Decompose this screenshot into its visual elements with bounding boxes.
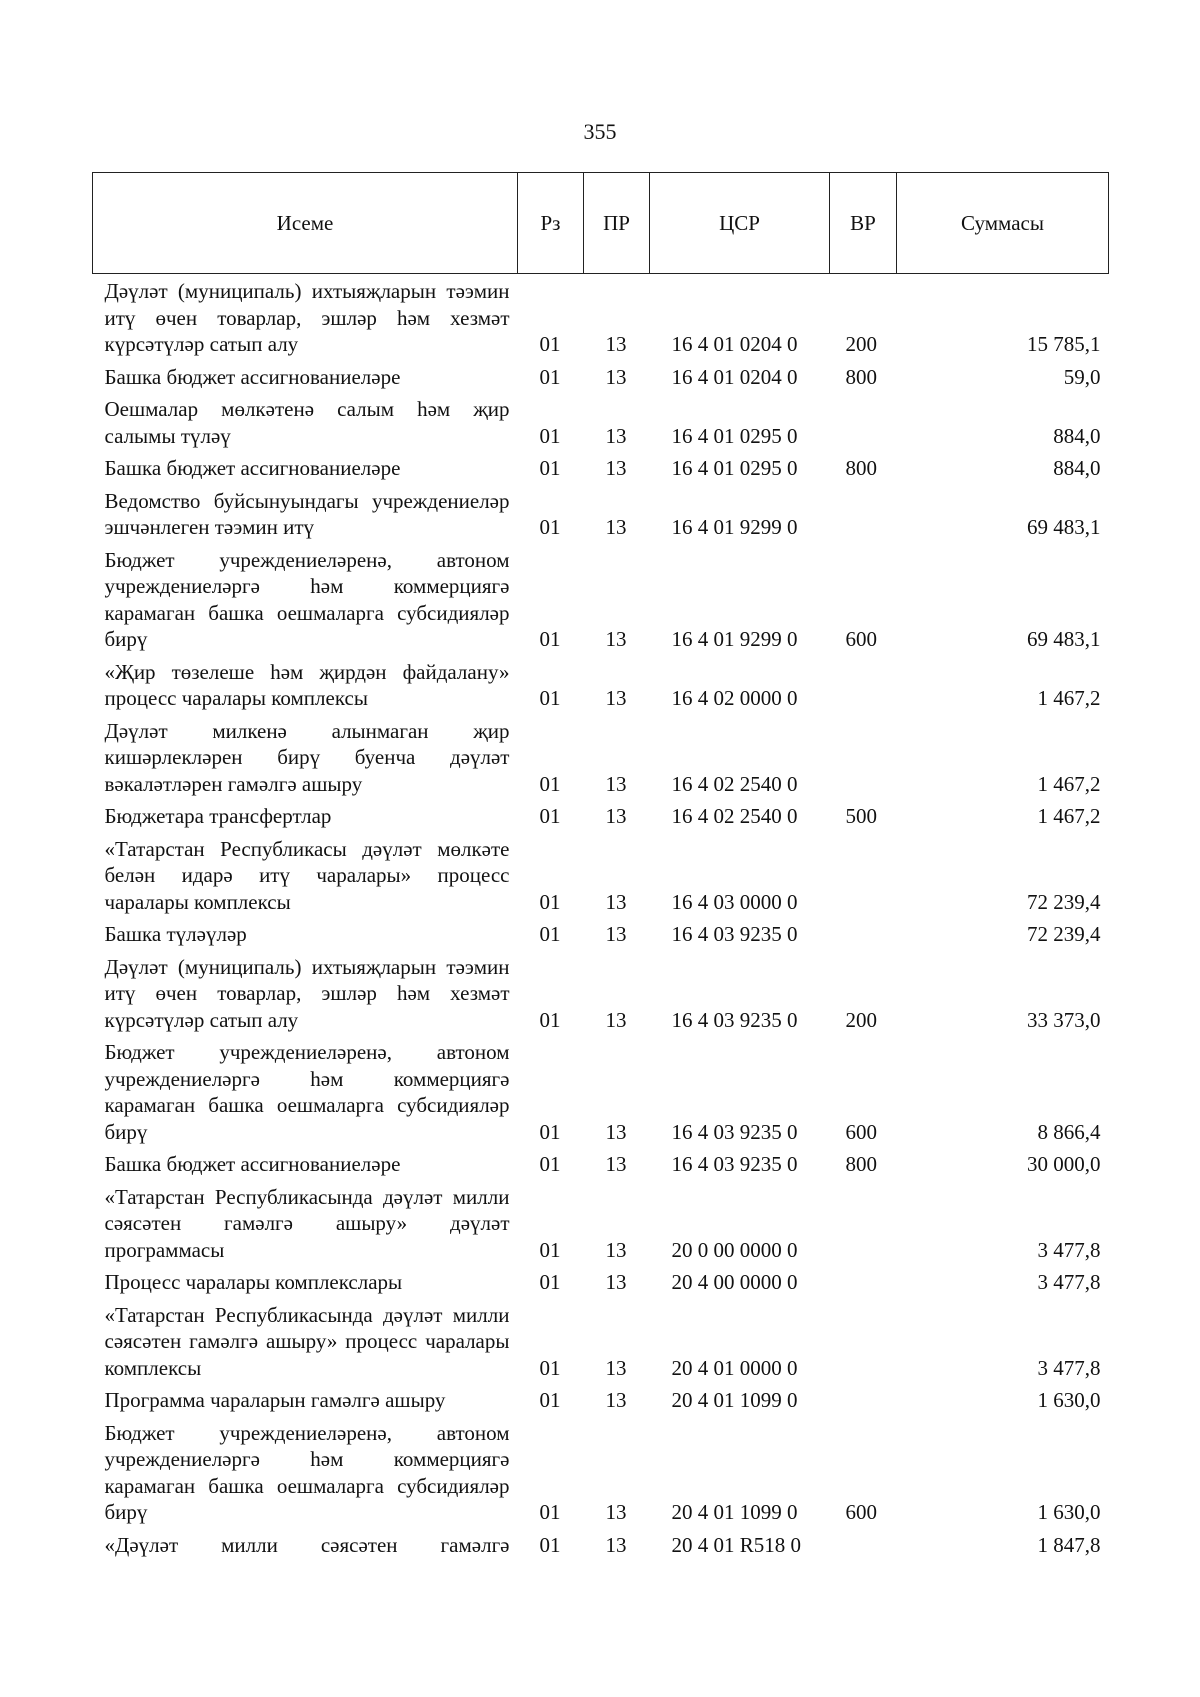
cell-vr xyxy=(830,1298,897,1384)
cell-sum: 15 785,1 xyxy=(1027,332,1101,356)
cell-pr: 13 xyxy=(605,1237,627,1262)
cell-sum: 33 373,0 xyxy=(1027,1007,1101,1032)
cell-vr xyxy=(830,832,897,918)
cell-vr xyxy=(830,655,897,714)
cell-pr: 13 xyxy=(605,423,627,448)
cell-rz: 01 xyxy=(539,1355,561,1380)
cell-name: Башка түләүләр xyxy=(104,922,247,946)
cell-csr: 16 4 03 0000 0 xyxy=(671,889,798,914)
cell-pr: 13 xyxy=(605,804,627,828)
cell-vr: 800 xyxy=(845,1152,877,1176)
cell-csr: 16 4 01 9299 0 xyxy=(671,515,798,539)
cell-pr: 13 xyxy=(605,1007,627,1032)
cell-rz: 01 xyxy=(539,627,561,651)
cell-sum: 884,0 xyxy=(1053,456,1101,480)
table-row xyxy=(93,360,1109,393)
table-row xyxy=(93,1180,1109,1266)
cell-sum: 69 483,1 xyxy=(1027,515,1101,539)
cell-csr: 16 4 01 0295 0 xyxy=(671,456,798,480)
cell-pr: 13 xyxy=(605,771,627,796)
cell-rz: 01 xyxy=(539,364,561,389)
cell-rz: 01 xyxy=(539,423,561,448)
cell-rz: 01 xyxy=(539,1119,561,1144)
table-row xyxy=(93,950,1109,1036)
table-row xyxy=(93,832,1109,918)
cell-vr: 500 xyxy=(845,804,877,828)
cell-name: «Татарстан Республикасы дәүләт мөлкәте белән идарә итү чаралары» процесс чаралары комплексы xyxy=(104,836,510,914)
cell-sum: 3 477,8 xyxy=(1037,1355,1101,1380)
table-header xyxy=(93,173,1109,274)
cell-vr xyxy=(830,484,897,543)
cell-pr: 13 xyxy=(605,515,627,539)
cell-csr: 16 4 03 9235 0 xyxy=(671,1152,798,1176)
cell-rz: 01 xyxy=(539,771,561,796)
cell-pr: 13 xyxy=(605,332,627,356)
cell-csr: 16 4 03 9235 0 xyxy=(671,1119,798,1144)
cell-name: Оешмалар мөлкәтенә салым һәм җир салымы түләү xyxy=(104,397,510,448)
cell-vr: 800 xyxy=(845,364,877,389)
cell-sum: 3 477,8 xyxy=(1037,1237,1101,1262)
cell-sum: 1 467,2 xyxy=(1037,804,1101,828)
cell-name: Дәүләт милкенә алынмаган җир кишәрлекләрен бирү буенча дәүләт вәкаләтләрен гамәлгә ашыру xyxy=(104,718,510,796)
cell-csr: 16 4 02 0000 0 xyxy=(671,686,798,710)
table-row xyxy=(93,451,1109,484)
cell-vr xyxy=(830,1528,897,1561)
cell-csr: 20 4 01 0000 0 xyxy=(671,1355,798,1380)
cell-name: Бюджет учреждениеләренә, автоном учреждениеләргә һәм коммерциягә карамаган башка оешмаларга субсидияләр бирү xyxy=(104,1420,510,1524)
cell-name: «Дәүләт милли сәясәтен гамәлгә xyxy=(104,1532,510,1557)
cell-csr: 20 4 01 1099 0 xyxy=(671,1388,798,1412)
cell-csr: 16 4 03 9235 0 xyxy=(671,1007,798,1032)
cell-rz: 01 xyxy=(539,1532,561,1557)
cell-sum: 884,0 xyxy=(1053,423,1101,448)
cell-vr xyxy=(830,917,897,950)
table-row xyxy=(93,799,1109,832)
cell-sum: 72 239,4 xyxy=(1027,922,1101,946)
table-row xyxy=(93,543,1109,655)
cell-name: Ведомство буйсынуындагы учреждениеләр эшчәнлеген тәэмин итү xyxy=(104,488,510,539)
cell-csr: 20 4 00 0000 0 xyxy=(671,1270,798,1294)
cell-sum: 72 239,4 xyxy=(1027,889,1101,914)
cell-vr: 800 xyxy=(845,456,877,480)
table-row xyxy=(93,1528,1109,1561)
cell-rz: 01 xyxy=(539,922,561,946)
cell-rz: 01 xyxy=(539,889,561,914)
cell-rz: 01 xyxy=(539,1500,561,1524)
table-row xyxy=(93,655,1109,714)
cell-vr: 600 xyxy=(845,627,877,651)
cell-name: «Татарстан Республикасында дәүләт милли сәясәтен гамәлгә ашыру» дәүләт программасы xyxy=(104,1184,510,1262)
header-row xyxy=(93,173,1109,274)
cell-csr: 16 4 01 0204 0 xyxy=(671,364,798,389)
table-row xyxy=(93,714,1109,800)
table-row xyxy=(93,1298,1109,1384)
cell-vr xyxy=(830,1265,897,1298)
cell-vr xyxy=(830,392,897,451)
table-row xyxy=(93,917,1109,950)
cell-csr: 16 4 01 9299 0 xyxy=(671,627,798,651)
cell-vr: 200 xyxy=(845,1007,877,1032)
cell-sum: 1 630,0 xyxy=(1037,1388,1101,1412)
cell-rz: 01 xyxy=(539,456,561,480)
table-row xyxy=(93,484,1109,543)
table-row xyxy=(93,1383,1109,1416)
cell-rz: 01 xyxy=(539,1237,561,1262)
cell-vr: 600 xyxy=(845,1500,877,1524)
cell-pr: 13 xyxy=(605,686,627,710)
cell-name: Дәүләт (муниципаль) ихтыяҗларын тәэмин итү өчен товарлар, эшләр һәм хезмәт күрсәтүләр сатып алу xyxy=(104,279,510,356)
cell-rz: 01 xyxy=(539,1152,561,1176)
table-row xyxy=(93,392,1109,451)
cell-sum: 59,0 xyxy=(1063,364,1101,389)
cell-name: Бюджет учреждениеләренә, автоном учреждениеләргә һәм коммерциягә карамаган башка оешмаларга субсидияләр бирү xyxy=(104,547,510,651)
cell-csr: 20 4 01 R518 0 xyxy=(671,1532,802,1557)
cell-csr: 16 4 01 0204 0 xyxy=(671,332,798,356)
cell-pr: 13 xyxy=(605,627,627,651)
cell-name: «Татарстан Республикасында дәүләт милли сәясәтен гамәлгә ашыру» процесс чаралары комплексы xyxy=(104,1302,510,1380)
cell-pr: 13 xyxy=(605,1355,627,1380)
cell-csr: 20 0 00 0000 0 xyxy=(671,1237,798,1262)
cell-csr: 16 4 02 2540 0 xyxy=(671,804,798,828)
cell-pr: 13 xyxy=(605,1388,627,1412)
cell-pr: 13 xyxy=(605,1500,627,1524)
cell-vr xyxy=(830,1383,897,1416)
cell-csr: 16 4 01 0295 0 xyxy=(671,423,798,448)
cell-rz: 01 xyxy=(539,1270,561,1294)
cell-rz: 01 xyxy=(539,804,561,828)
cell-pr: 13 xyxy=(605,456,627,480)
cell-pr: 13 xyxy=(605,1152,627,1176)
table-body xyxy=(93,274,1109,1561)
header-vr: ВР xyxy=(830,173,897,274)
table-row xyxy=(93,274,1109,360)
cell-pr: 13 xyxy=(605,1119,627,1144)
cell-pr: 13 xyxy=(605,1532,627,1557)
header-sum: Суммасы xyxy=(897,173,1109,274)
cell-name: Башка бюджет ассигнованиеләре xyxy=(104,1152,401,1176)
cell-rz: 01 xyxy=(539,515,561,539)
cell-sum: 1 630,0 xyxy=(1037,1500,1101,1524)
cell-name: Процесс чаралары комплекслары xyxy=(104,1270,403,1294)
cell-sum: 3 477,8 xyxy=(1037,1270,1101,1294)
cell-pr: 13 xyxy=(605,889,627,914)
cell-name: Программа чараларын гамәлгә ашыру xyxy=(104,1388,446,1412)
table-row xyxy=(93,1147,1109,1180)
cell-csr: 16 4 02 2540 0 xyxy=(671,771,798,796)
header-name: Исеме xyxy=(93,173,518,274)
cell-sum: 8 866,4 xyxy=(1037,1119,1101,1144)
cell-vr: 600 xyxy=(845,1119,877,1144)
table-row xyxy=(93,1035,1109,1147)
header-csr: ЦСР xyxy=(650,173,830,274)
cell-pr: 13 xyxy=(605,1270,627,1294)
header-pr: ПР xyxy=(584,173,650,274)
cell-vr xyxy=(830,1180,897,1266)
page-number: 355 xyxy=(583,119,617,144)
cell-name: Дәүләт (муниципаль) ихтыяҗларын тәэмин итү өчен товарлар, эшләр һәм хезмәт күрсәтүләр сатып алу xyxy=(104,954,510,1032)
cell-vr xyxy=(830,714,897,800)
cell-rz: 01 xyxy=(539,1007,561,1032)
cell-rz: 01 xyxy=(539,332,561,356)
header-rz: Рз xyxy=(518,173,584,274)
cell-rz: 01 xyxy=(539,1388,561,1412)
cell-name: Бюджет учреждениеләренә, автоном учреждениеләргә һәм коммерциягә карамаган башка оешмаларга субсидияләр бирү xyxy=(104,1040,510,1144)
table-row xyxy=(93,1265,1109,1298)
cell-pr: 13 xyxy=(605,922,627,946)
cell-name: «Җир төзелеше һәм җирдән файдалану» процесс чаралары комплексы xyxy=(104,659,510,710)
cell-sum: 1 847,8 xyxy=(1037,1532,1101,1557)
cell-name: Башка бюджет ассигнованиеләре xyxy=(104,364,401,389)
cell-sum: 1 467,2 xyxy=(1037,686,1101,710)
table-row xyxy=(93,1416,1109,1528)
cell-sum: 1 467,2 xyxy=(1037,771,1101,796)
cell-name: Башка бюджет ассигнованиеләре xyxy=(104,456,401,480)
cell-sum: 69 483,1 xyxy=(1027,627,1101,651)
cell-csr: 16 4 03 9235 0 xyxy=(671,922,798,946)
cell-vr: 200 xyxy=(845,332,877,356)
cell-sum: 30 000,0 xyxy=(1027,1152,1101,1176)
cell-pr: 13 xyxy=(605,364,627,389)
cell-name: Бюджетара трансфертлар xyxy=(104,804,332,828)
budget-table xyxy=(92,172,1109,1560)
cell-rz: 01 xyxy=(539,686,561,710)
cell-csr: 20 4 01 1099 0 xyxy=(671,1500,798,1524)
